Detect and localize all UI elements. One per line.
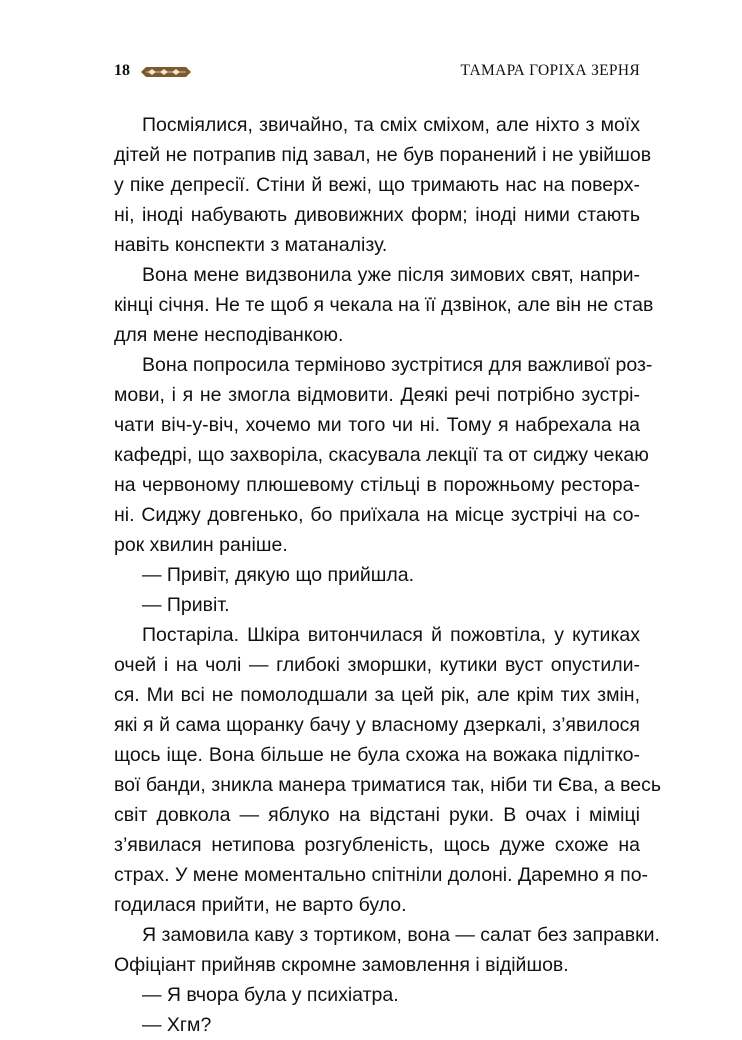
text-line: з’явилася нетипова розгубленість, щось дуже схоже на [114,834,640,856]
text-line: очей і на чолі — глибокі зморшки, кутики вуст опустили- [114,654,640,676]
decorative-ornament-icon [140,65,192,79]
text-line: Офіціант прийняв скромне замовлення і відійшов. [114,954,569,976]
text-line: які я й сама щоранку бачу у власному дзеркалі, з’явилося [114,714,640,736]
text-line: чати віч-у-віч, хочемо ми того чи ні. Тому я набрехала на [114,414,640,436]
body-text [114,110,662,1040]
text-line: годилася прийти, не варто було. [114,894,407,916]
text-line: ні, іноді набувають дивовижних форм; іноді ними стають [114,204,640,226]
text-line: мови, і я не змогла відмовити. Деякі речі потрібно зустрі- [114,384,640,406]
page-header [114,62,640,82]
text-line: ся. Ми всі не помолодшали за цей рік, але крім тих змін, [114,684,640,706]
dialogue-line: — Привіт. [142,594,230,616]
text-line: кафедрі, що захворіла, скасувала лекції та от сиджу чекаю [114,444,649,466]
text-line: Посміялися, звичайно, та сміх сміхом, але ніхто з моїх [142,114,640,136]
dialogue-line: — Я вчора була у психіатра. [142,984,399,1006]
text-line: навіть конспекти з матаналізу. [114,234,388,256]
text-line: світ довкола — яблуко на відстані руки. В очах і міміці [114,804,640,826]
text-line: Постаріла. Шкіра витончилася й пожовтіла, у кутиках [142,624,640,646]
text-line: Вона мене видзвонила уже після зимових свят, напри- [142,264,640,286]
text-line: Я замовила каву з тортиком, вона — салат без заправки. [142,924,660,946]
text-line: дітей не потрапив під завал, не був поранений і не увійшов [114,144,652,166]
text-line: кінці січня. Не те щоб я чекала на її дзвінок, але він не став [114,294,654,316]
text-line: вої банди, зникла манера триматися так, ніби ти Єва, а весь [114,774,662,796]
dialogue-line: — Хгм? [142,1014,212,1036]
running-title: ТАМАРА ГОРІХА ЗЕРНЯ [460,62,640,79]
text-line: для мене несподіванкою. [114,324,344,346]
text-line: ні. Сиджу довгенько, бо приїхала на місце зустрічі на со- [114,504,640,526]
dialogue-line: — Привіт, дякую що прийшла. [142,564,415,586]
text-line: щось іще. Вона більше не була схожа на вожака підліткo- [114,744,640,766]
text-line: рок хвилин раніше. [114,534,288,556]
page-number: 18 [114,62,130,79]
text-line: Вона попросила терміново зустрітися для важливої роз- [142,354,653,376]
text-line: у піке депресії. Стіни й вежі, що тримають нас на поверх- [114,174,640,196]
text-line: страх. У мене моментально спітніли долоні. Даремно я по- [114,864,649,886]
text-line: на червоному плюшевому стільці в порожньому ресторa- [114,474,640,496]
